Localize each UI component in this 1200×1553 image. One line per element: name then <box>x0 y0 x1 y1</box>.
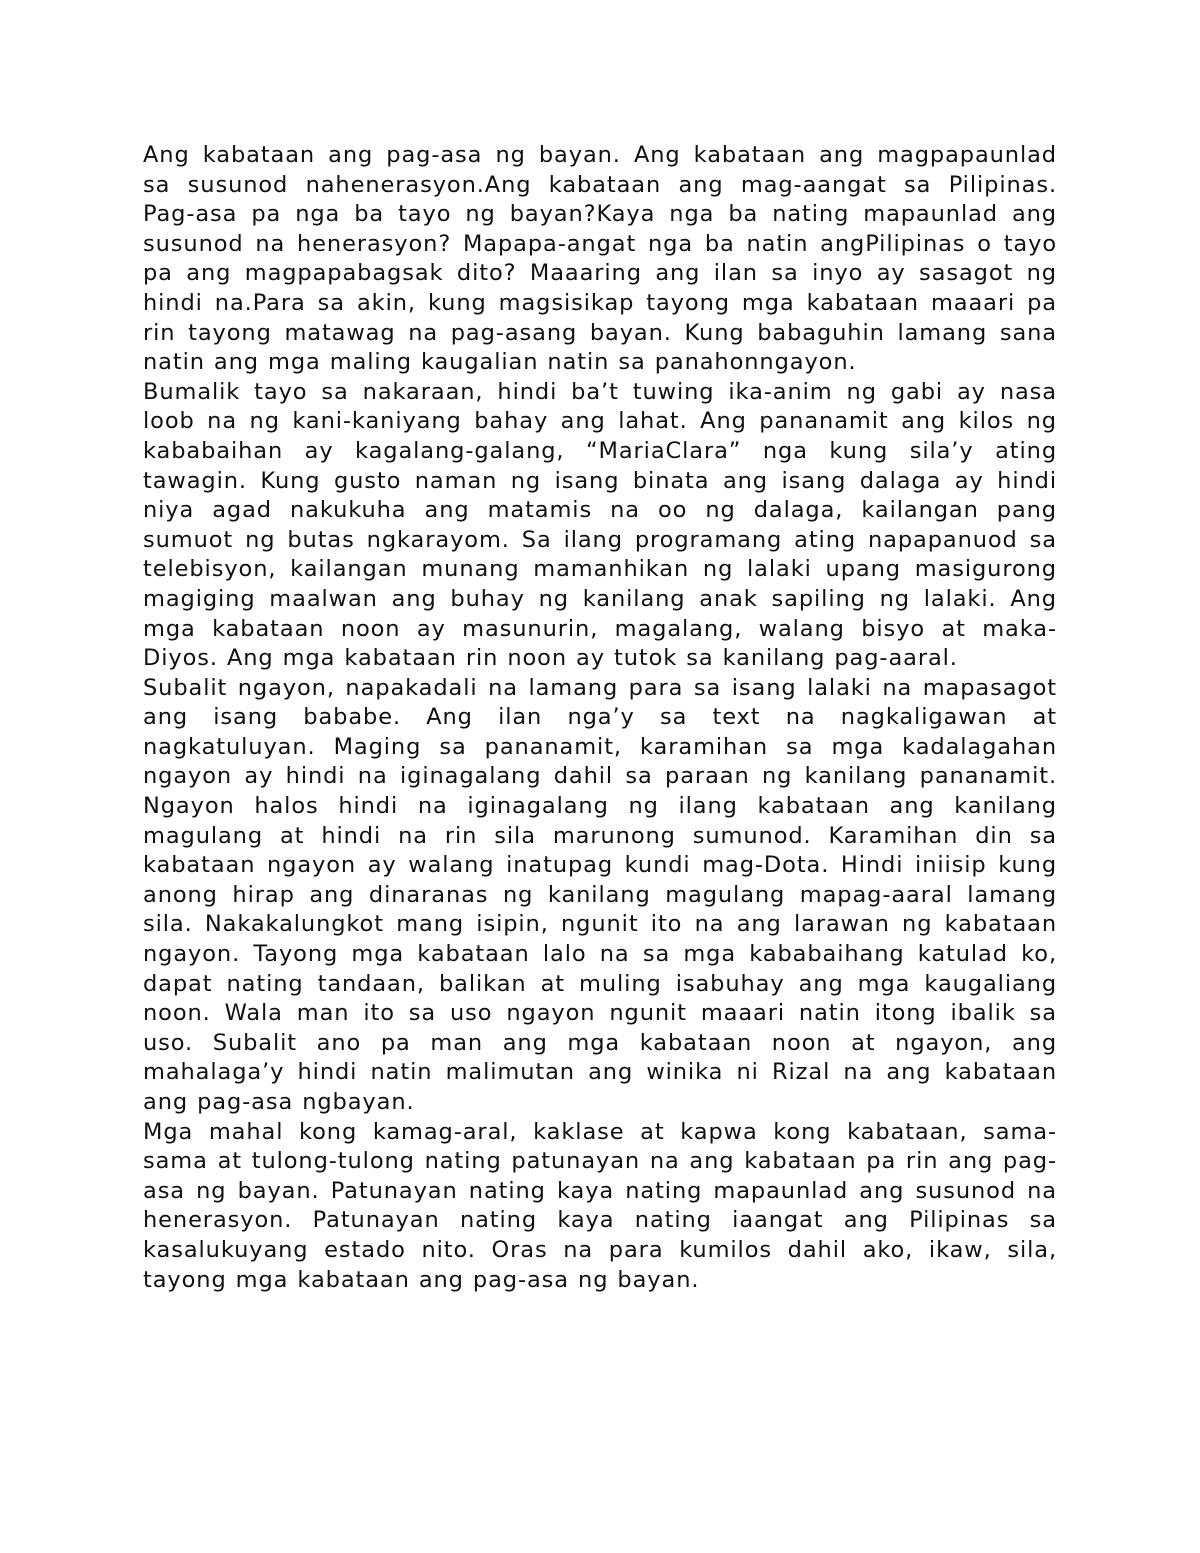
paragraph-3: Subalit ngayon, napakadali na lamang para sa isang lalaki na mapasagot ang isang bababe. Ang ilan nga’y sa text na nagkaligawan at nagkatuluyan. Maging sa pananamit, karamihan sa mga kadalagahan ngayon ay hindi na iginagalang dahil sa paraan ng kanilang pananamit. Ngayon halos hindi na iginagalang ng ilang kabataan ang kanilang magulang at hindi na rin sila marunong sumunod. Karamihan din sa kabataan ngayon ay walang inatupag kundi mag-Dota. Hindi iniisip kung anong hirap ang dinaranas ng kanilang magulang mapag-aaral lamang sila. Nakakalungkot mang isipin, ngunit ito na ang larawan ng kabataan ngayon. Tayong mga kabataan lalo na sa mga kababaihang katulad ko, dapat nating tandaan, balikan at muling isabuhay ang mga kaugaliang noon. Wala man ito sa uso ngayon ngunit maaari natin itong ibalik sa uso. Subalit ano pa man ang mga kabataan noon at ngayon, ang mahalaga’y hindi natin malimutan ang winika ni Rizal na ang kabataan ang pag-asa ngbayan. <box>143 674 1057 1115</box>
paragraph-2: Bumalik tayo sa nakaraan, hindi ba’t tuwing ika-anim ng gabi ay nasa loob na ng kani-kaniyang bahay ang lahat. Ang pananamit ang kilos ng kababaihan ay kagalang-galang, “MariaClara” nga kung sila’y ating tawagin. Kung gusto naman ng isang binata ang isang dalaga ay hindi niya agad nakukuha ang matamis na oo ng dalaga, kailangan pang sumuot ng butas ngkarayom. Sa ilang programang ating napapanuod sa telebisyon, kailangan munang mamanhikan ng lalaki upang masigurong magiging maalwan ang buhay ng kanilang anak sapiling ng lalaki. Ang mga kabataan noon ay masunurin, magalang, walang bisyo at maka-Diyos. Ang mga kabataan rin noon ay tutok sa kanilang pag-aaral. <box>143 378 1057 672</box>
document-body <box>143 141 1057 1295</box>
paragraph-4: Mga mahal kong kamag-aral, kaklase at kapwa kong kabataan, sama-sama at tulong-tulong nating patunayan na ang kabataan pa rin ang pag-asa ng bayan. Patunayan nating kaya nating mapaunlad ang susunod na henerasyon. Patunayan nating kaya nating iaangat ang Pilipinas sa kasalukuyang estado nito. Oras na para kumilos dahil ako, ikaw, sila, tayong mga kabataan ang pag-asa ng bayan. <box>143 1118 1057 1293</box>
paragraph-1: Ang kabataan ang pag-asa ng bayan. Ang kabataan ang magpapaunlad sa susunod nahenerasyon.Ang kabataan ang mag-aangat sa Pilipinas. Pag-asa pa nga ba tayo ng bayan?Kaya nga ba nating mapaunlad ang susunod na henerasyon? Mapapa-angat nga ba natin angPilipinas o tayo pa ang magpapabagsak dito? Maaaring ang ilan sa inyo ay sasagot ng hindi na.Para sa akin, kung magsisikap tayong mga kabataan maaari pa rin tayong matawag na pag-asang bayan. Kung babaguhin lamang sana natin ang mga maling kaugalian natin sa panahonngayon. <box>143 142 1057 376</box>
